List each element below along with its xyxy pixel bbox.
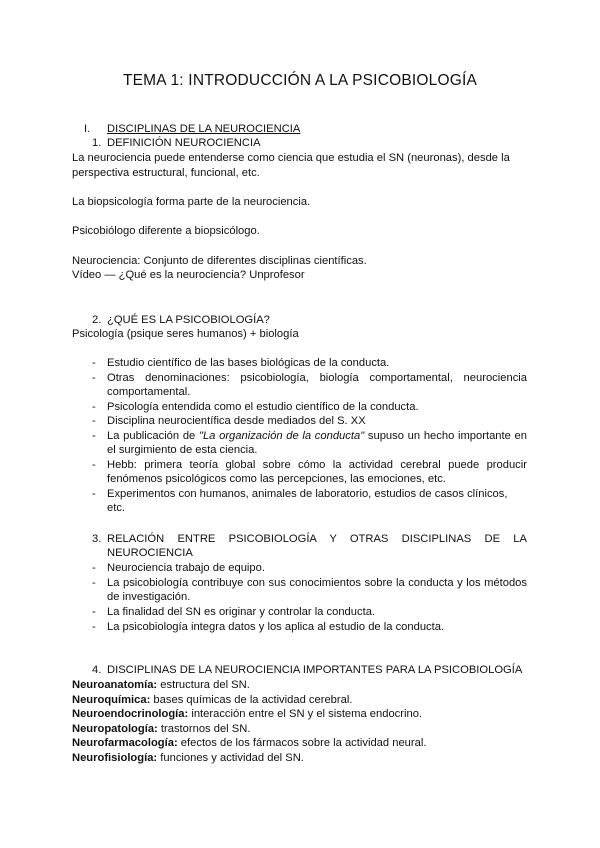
section-2-heading: ¿QUÉ ES LA PSICOBIOLOGÍA? bbox=[107, 314, 270, 326]
publication-text-post: supuso un hecho importante en bbox=[364, 430, 527, 442]
list-item-line2: de investigación. bbox=[107, 591, 191, 603]
paragraph-video: Vídeo — ¿Qué es la neurociencia? Unprofesor bbox=[72, 269, 305, 281]
discipline-term: Neuroendocrinología: bbox=[72, 708, 189, 720]
discipline-entry bbox=[72, 707, 422, 721]
list-item-line2: comportamental. bbox=[107, 386, 191, 398]
bullet-dash: - bbox=[92, 430, 96, 442]
bullet-dash: - bbox=[92, 357, 96, 369]
list-item-line1 bbox=[107, 429, 527, 443]
list-item-line1: La psicobiología contribuye con sus conocimientos sobre la conducta y los métodos bbox=[107, 577, 527, 589]
paragraph-biopsicologia: La biopsicología forma parte de la neurociencia. bbox=[72, 196, 311, 208]
book-title: "La organización de la conducta" bbox=[198, 430, 365, 442]
discipline-term: Neuroquímica: bbox=[72, 694, 151, 706]
discipline-term: Neurofisiología: bbox=[72, 752, 158, 764]
section-1-heading: DISCIPLINAS DE LA NEUROCIENCIA bbox=[107, 123, 301, 135]
subsection-1-number: 1. bbox=[92, 137, 102, 149]
discipline-term: Neurofarmacología: bbox=[72, 737, 178, 749]
discipline-entry bbox=[72, 751, 304, 765]
list-item-line1: Otras denominaciones: psicobiología, biología comportamental, neurociencia bbox=[107, 372, 527, 384]
list-item: La finalidad del SN es originar y controlar la conducta. bbox=[107, 606, 376, 618]
section-4-heading: DISCIPLINAS DE LA NEUROCIENCIA IMPORTANTES PARA LA PSICOBIOLOGÍA bbox=[107, 664, 523, 676]
discipline-definition: estructura del SN. bbox=[157, 679, 250, 691]
section-3-heading-line1: RELACIÓN ENTRE PSICOBIOLOGÍA Y OTRAS DISCIPLINAS DE LA bbox=[107, 533, 527, 545]
paragraph-psicobiologo: Psicobiólogo diferente a biopsicólogo. bbox=[72, 225, 260, 237]
discipline-entry bbox=[72, 722, 250, 736]
list-item-line2: fenómenos psicológicos como las percepciones, las emociones, etc. bbox=[107, 473, 446, 485]
discipline-term: Neuropatología: bbox=[72, 723, 158, 735]
discipline-term: Neuroanatomía: bbox=[72, 679, 158, 691]
subsection-1-heading: DEFINICIÓN NEUROCIENCIA bbox=[107, 137, 261, 149]
bullet-dash: - bbox=[92, 372, 96, 384]
bullet-dash: - bbox=[92, 606, 96, 618]
discipline-definition: funciones y actividad del SN. bbox=[157, 752, 304, 764]
discipline-definition: interacción entre el SN y el sistema endocrino. bbox=[188, 708, 423, 720]
document-title: TEMA 1: INTRODUCCIÓN A LA PSICOBIOLOGÍA bbox=[122, 72, 478, 89]
section-2-intro: Psicología (psique seres humanos) + biología bbox=[72, 328, 299, 340]
list-item: La psicobiología integra datos y los aplica al estudio de la conducta. bbox=[107, 621, 445, 633]
bullet-dash: - bbox=[92, 577, 96, 589]
bullet-dash: - bbox=[92, 401, 96, 413]
bullet-dash: - bbox=[92, 488, 96, 500]
list-item: Disciplina neurocientífica desde mediados del S. XX bbox=[107, 415, 366, 427]
discipline-definition: trastornos del SN. bbox=[157, 723, 251, 735]
bullet-dash: - bbox=[92, 621, 96, 633]
discipline-definition: efectos de los fármacos sobre la actividad neural. bbox=[177, 737, 427, 749]
list-item: Estudio científico de las bases biológicas de la conducta. bbox=[107, 357, 390, 369]
section-3-heading-line2: NEUROCIENCIA bbox=[107, 547, 193, 559]
section-3-number: 3. bbox=[92, 533, 102, 545]
section-4-number: 4. bbox=[92, 664, 102, 676]
section-2-number: 2. bbox=[92, 314, 102, 326]
list-item-line2: el surgimiento de esta ciencia. bbox=[107, 444, 258, 456]
discipline-entry bbox=[72, 736, 426, 750]
bullet-dash: - bbox=[92, 415, 96, 427]
bullet-dash: - bbox=[92, 459, 96, 471]
list-item-line1: Hebb: primera teoría global sobre cómo la actividad cerebral puede producir bbox=[107, 459, 527, 471]
discipline-entry bbox=[72, 678, 250, 692]
list-item: Psicología entendida como el estudio científico de la conducta. bbox=[107, 401, 419, 413]
discipline-definition: bases químicas de la actividad cerebral. bbox=[150, 694, 353, 706]
paragraph-neurociencia-line2: perspectiva estructural, funcional, etc. bbox=[72, 167, 260, 179]
bullet-dash: - bbox=[92, 562, 96, 574]
discipline-entry bbox=[72, 693, 352, 707]
list-item: Experimentos con humanos, animales de laboratorio, estudios de casos clínicos, etc. bbox=[107, 488, 508, 514]
list-item: Neurociencia trabajo de equipo. bbox=[107, 562, 265, 574]
paragraph-neurociencia-line1: La neurociencia puede entenderse como ciencia que estudia el SN (neuronas), desde la bbox=[72, 152, 510, 164]
section-1-number: I. bbox=[84, 123, 91, 135]
paragraph-conjunto-disciplinas: Neurociencia: Conjunto de diferentes disciplinas científicas. bbox=[72, 255, 367, 267]
publication-text-pre: La publicación de bbox=[107, 430, 199, 442]
